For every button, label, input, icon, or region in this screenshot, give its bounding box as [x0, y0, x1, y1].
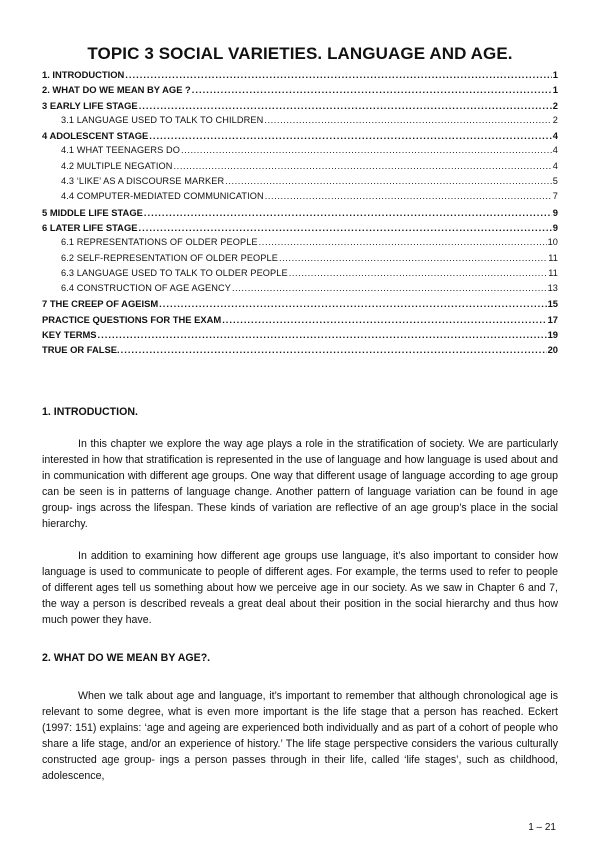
- toc-entry-label: 4.4 COMPUTER-MEDIATED COMMUNICATION: [61, 191, 264, 202]
- paragraph: When we talk about age and language, it’s important to remember that although chronological age is relevant to some degree, what is even more important is the life stage that a person has reached. Eckert (1997: 151) explains: ‘age and ageing are experienced both individually and as part of a cohort of people who share a life stage, and/or an experience of history.’ The life stage perspective considers the various culturally constructed age group- ings a person passes through in their life, called ‘life stages’, such as childhood, adolescence,: [42, 690, 558, 782]
- toc-leader-dots: [279, 253, 547, 263]
- toc-entry-page: 4: [552, 145, 558, 156]
- toc-leader-dots: [264, 115, 551, 125]
- toc-entry-page: 15: [547, 298, 558, 310]
- toc-leader-dots: [139, 222, 552, 233]
- toc-leader-dots: [98, 329, 547, 340]
- toc-entry[interactable]: [42, 176, 558, 191]
- toc-entry-label: PRACTICE QUESTIONS FOR THE EXAM: [42, 313, 222, 325]
- toc-entry-label: 3.1 LANGUAGE USED TO TALK TO CHILDREN: [61, 114, 264, 125]
- toc-entry[interactable]: [42, 344, 558, 359]
- toc-entry-page: 10: [547, 237, 558, 248]
- toc-entry[interactable]: [42, 145, 558, 160]
- toc-leader-dots: [289, 268, 548, 278]
- toc-leader-dots: [149, 130, 552, 141]
- toc-entry[interactable]: [42, 69, 558, 84]
- toc-entry[interactable]: [42, 115, 558, 130]
- toc-entry-page: 5: [552, 176, 558, 187]
- toc-entry-page: 2: [552, 99, 558, 111]
- toc-entry-label: 3 EARLY LIFE STAGE: [42, 99, 138, 111]
- toc-leader-dots: [222, 314, 546, 325]
- toc-entry[interactable]: [42, 222, 558, 237]
- toc-entry-page: 19: [547, 329, 558, 341]
- toc-entry-page: 4: [552, 160, 558, 171]
- toc-entry-label: 4.3 ‘LIKE’ AS A DISCOURSE MARKER: [61, 176, 225, 187]
- toc-entry-label: 6 LATER LIFE STAGE: [42, 221, 138, 233]
- toc-entry-page: 11: [548, 252, 558, 263]
- page-number: 1 – 21: [528, 822, 556, 833]
- paragraph: In this chapter we explore the way age plays a role in the stratification of society. We are particularly interested in how that stratification is represented in the use of language and how language is used about and in communication with different age groups. One way that different usage of language according to age group can be seen is in patterns of language change. Another pattern of language variation can be found in age group- ings across the lifespan. These kinds of variation are reflective of an age group’s place in the social hierarchy.: [42, 438, 558, 530]
- toc-entry-label: 6.3 LANGUAGE USED TO TALK TO OLDER PEOPLE: [61, 267, 288, 278]
- toc-leader-dots: [125, 69, 551, 80]
- toc-entry-page: 17: [547, 313, 558, 325]
- toc-entry[interactable]: [42, 268, 558, 283]
- toc-leader-dots: [121, 344, 547, 355]
- toc-entry-page: 1: [552, 84, 558, 96]
- toc-entry-page: 20: [547, 344, 558, 356]
- table-of-contents: [42, 69, 558, 360]
- toc-entry-label: 4 ADOLESCENT STAGE: [42, 130, 149, 142]
- toc-entry[interactable]: [42, 253, 558, 268]
- toc-leader-dots: [144, 207, 552, 218]
- toc-entry-label: 6.4 CONSTRUCTION OF AGE AGENCY: [61, 283, 231, 294]
- section-heading-introduction: 1. INTRODUCTION.: [42, 406, 138, 418]
- paragraph: In addition to examining how different age groups use language, it’s also important to consider how language is used to communicate to people of different ages. For example, the terms used to refer to people of different ages tell us something about how we perceive age in our society. As we saw in Chapter 6 and 7, the way a person is described reveals a great deal about their position in the social hierarchy and thus how much power they have.: [42, 550, 558, 626]
- toc-leader-dots: [232, 283, 547, 293]
- toc-entry-page: 9: [552, 206, 558, 218]
- toc-entry-page: 2: [552, 114, 558, 125]
- toc-entry[interactable]: [42, 314, 558, 329]
- toc-entry-page: 4: [552, 130, 558, 142]
- toc-entry[interactable]: [42, 161, 558, 176]
- toc-entry-label: 6.2 SELF-REPRESENTATION OF OLDER PEOPLE: [61, 252, 278, 263]
- toc-entry-label: TRUE OR FALSE.: [42, 344, 120, 356]
- toc-leader-dots: [159, 298, 546, 309]
- toc-entry[interactable]: [42, 329, 558, 344]
- toc-entry-label: 6.1 REPRESENTATIONS OF OLDER PEOPLE: [61, 237, 258, 248]
- toc-entry[interactable]: [42, 130, 558, 145]
- toc-entry[interactable]: [42, 237, 558, 252]
- toc-leader-dots: [181, 145, 552, 155]
- toc-entry[interactable]: [42, 298, 558, 313]
- toc-leader-dots: [225, 176, 552, 186]
- section-heading-age: 2. WHAT DO WE MEAN BY AGE?.: [42, 652, 211, 664]
- toc-entry-page: 7: [552, 191, 558, 202]
- toc-entry-page: 13: [547, 283, 558, 294]
- toc-leader-dots: [139, 100, 552, 111]
- toc-entry-label: 7 THE CREEP OF AGEISM: [42, 298, 159, 310]
- toc-leader-dots: [265, 191, 552, 201]
- toc-entry-page: 11: [548, 267, 558, 278]
- toc-entry-label: 1. INTRODUCTION: [42, 69, 125, 80]
- toc-entry-page: 1: [552, 69, 558, 80]
- toc-entry[interactable]: [42, 100, 558, 115]
- toc-leader-dots: [174, 161, 552, 171]
- toc-entry-page: 9: [552, 221, 558, 233]
- toc-entry-label: 4.1 WHAT TEENAGERS DO: [61, 145, 181, 156]
- toc-entry-label: 2. WHAT DO WE MEAN BY AGE ?: [42, 84, 191, 96]
- toc-entry[interactable]: [42, 84, 558, 99]
- toc-leader-dots: [192, 84, 552, 95]
- toc-entry-label: 5 MIDDLE LIFE STAGE: [42, 206, 143, 218]
- toc-entry-label: 4.2 MULTIPLE NEGATION: [61, 160, 173, 171]
- toc-entry[interactable]: [42, 191, 558, 206]
- toc-leader-dots: [259, 237, 547, 247]
- toc-entry[interactable]: [42, 283, 558, 298]
- document-title: TOPIC 3 SOCIAL VARIETIES. LANGUAGE AND AGE.: [87, 44, 513, 63]
- toc-entry[interactable]: [42, 207, 558, 222]
- document-body: [42, 404, 558, 784]
- toc-entry-label: KEY TERMS: [42, 329, 97, 341]
